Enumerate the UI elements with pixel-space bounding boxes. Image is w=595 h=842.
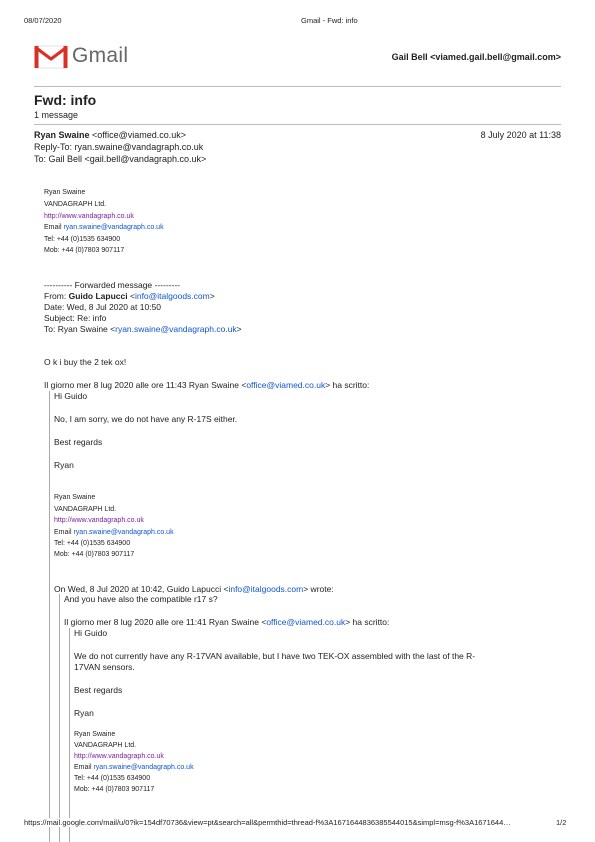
quote-text: We do not currently have any R-17VAN available, but I have two TEK-OX assembled with the last of the R- <box>74 651 476 661</box>
recipient: To: Gail Bell <gail.bell@vandagraph.co.uk> <box>34 154 207 164</box>
quote-intro-text: Il giorno mer 8 lug 2020 alle ore 11:41 Ryan Swaine < <box>64 617 267 627</box>
message-count: 1 message <box>34 110 79 120</box>
quote-intro-text: On Wed, 8 Jul 2020 at 10:42, Guido Lapucci < <box>54 584 229 594</box>
thread-subject: Fwd: info <box>34 92 97 108</box>
signature-name: Ryan Swaine <box>74 731 116 738</box>
forwarded-to-label: To: Ryan Swaine < <box>44 324 116 334</box>
signature-email-label: Email <box>54 529 72 536</box>
forwarded-from: From: Guido Lapucci <info@italgoods.com> <box>44 291 215 301</box>
signature-name: Ryan Swaine <box>44 189 86 196</box>
quote-regards: Best regards <box>54 437 103 447</box>
sender-line <box>34 130 186 140</box>
quote-intro <box>44 380 369 390</box>
quote-intro-suffix: > ha scritto: <box>345 617 390 627</box>
signature-email-label: Email <box>74 764 92 771</box>
signature-tel: Tel: +44 (0)1535 634900 <box>44 236 121 243</box>
quote-bar <box>59 594 60 842</box>
account-label: Gail Bell <viamed.gail.bell@gmail.com> <box>391 52 561 62</box>
signature-mob: Mob: +44 (0)7803 907117 <box>44 247 125 254</box>
quote-text: No, I am sorry, we do not have any R-17S either. <box>54 414 238 424</box>
quote-intro <box>54 584 334 594</box>
divider <box>34 86 561 87</box>
print-date: 08/07/2020 <box>24 16 62 25</box>
signature-tel: Tel: +44 (0)1535 634900 <box>74 775 151 782</box>
signature-company: VANDAGRAPH Ltd. <box>74 742 137 749</box>
page-number: 1/2 <box>556 818 567 827</box>
forwarded-to: To: Ryan Swaine <ryan.swaine@vandagraph.co.uk> <box>44 324 242 334</box>
forwarded-to-email-link[interactable]: ryan.swaine@vandagraph.co.uk <box>115 324 237 334</box>
signature-email-link[interactable]: ryan.swaine@vandagraph.co.uk <box>73 529 174 536</box>
signature-company: VANDAGRAPH Ltd. <box>44 201 107 208</box>
signature-mob: Mob: +44 (0)7803 907117 <box>74 786 155 793</box>
quote-bar <box>49 391 50 842</box>
signature-email-line <box>54 529 174 536</box>
sender-name: Ryan Swaine <box>34 130 90 140</box>
forwarded-subject: Subject: Re: info <box>44 313 107 323</box>
quote-intro-suffix: > wrote: <box>303 584 334 594</box>
signature-website-link[interactable]: http://www.vandagraph.co.uk <box>54 517 144 524</box>
quote-bar <box>69 628 70 842</box>
body-line: O k i buy the 2 tek ox! <box>44 357 127 367</box>
reply-to: Reply-To: ryan.swaine@vandagraph.co.uk <box>34 142 204 152</box>
signature-name: Ryan Swaine <box>54 494 96 501</box>
signature-email-label: Email <box>44 224 62 231</box>
print-title: Gmail - Fwd: info <box>301 16 358 25</box>
quote-text: 17VAN sensors. <box>74 662 135 672</box>
signature-email-line <box>44 224 164 231</box>
divider <box>34 124 561 125</box>
quote-intro-email-link[interactable]: office@viamed.co.uk <box>246 380 326 390</box>
quote-regards: Best regards <box>74 685 123 695</box>
quote-intro-email-link[interactable]: info@italgoods.com <box>228 584 304 594</box>
forwarded-from-email-link[interactable]: info@italgoods.com <box>134 291 210 301</box>
quote-greeting: Hi Guido <box>54 391 88 401</box>
gmail-wordmark: Gmail <box>72 44 129 67</box>
message-date: 8 July 2020 at 11:38 <box>480 130 561 140</box>
print-url: https://mail.google.com/mail/u/0?ik=154df70736&view=pt&search=all&permthid=thread-f%3A1671644836385544015&simpl=msg-f%3A1671644… <box>24 818 511 827</box>
sender-email: <office@viamed.co.uk> <box>92 130 187 140</box>
gmail-envelope-icon[interactable] <box>34 44 68 69</box>
quote-intro-suffix: > ha scritto: <box>325 380 370 390</box>
signature-mob: Mob: +44 (0)7803 907117 <box>54 551 135 558</box>
forwarded-banner: ---------- Forwarded message --------- <box>44 280 180 290</box>
signature-email-link[interactable]: ryan.swaine@vandagraph.co.uk <box>63 224 164 231</box>
quote-greeting: Hi Guido <box>74 628 108 638</box>
signature-tel: Tel: +44 (0)1535 634900 <box>54 540 131 547</box>
signature-website-link[interactable]: http://www.vandagraph.co.uk <box>74 753 164 760</box>
signature-website-link[interactable]: http://www.vandagraph.co.uk <box>44 213 134 220</box>
signature-company: VANDAGRAPH Ltd. <box>54 506 117 513</box>
signature-email-link[interactable]: ryan.swaine@vandagraph.co.uk <box>93 764 194 771</box>
quote-intro-text: Il giorno mer 8 lug 2020 alle ore 11:43 Ryan Swaine < <box>44 380 247 390</box>
quote-intro <box>64 617 389 627</box>
forwarded-from-name: Guido Lapucci <box>68 291 128 301</box>
signature-email-line <box>74 764 194 771</box>
forwarded-date: Date: Wed, 8 Jul 2020 at 10:50 <box>44 302 162 312</box>
quote-intro-email-link[interactable]: office@viamed.co.uk <box>266 617 346 627</box>
forwarded-from-label: From: <box>44 291 67 301</box>
quote-signoff: Ryan <box>54 460 74 470</box>
quote-signoff: Ryan <box>74 708 94 718</box>
quote-text: And you have also the compatible r17 s? <box>64 594 218 604</box>
